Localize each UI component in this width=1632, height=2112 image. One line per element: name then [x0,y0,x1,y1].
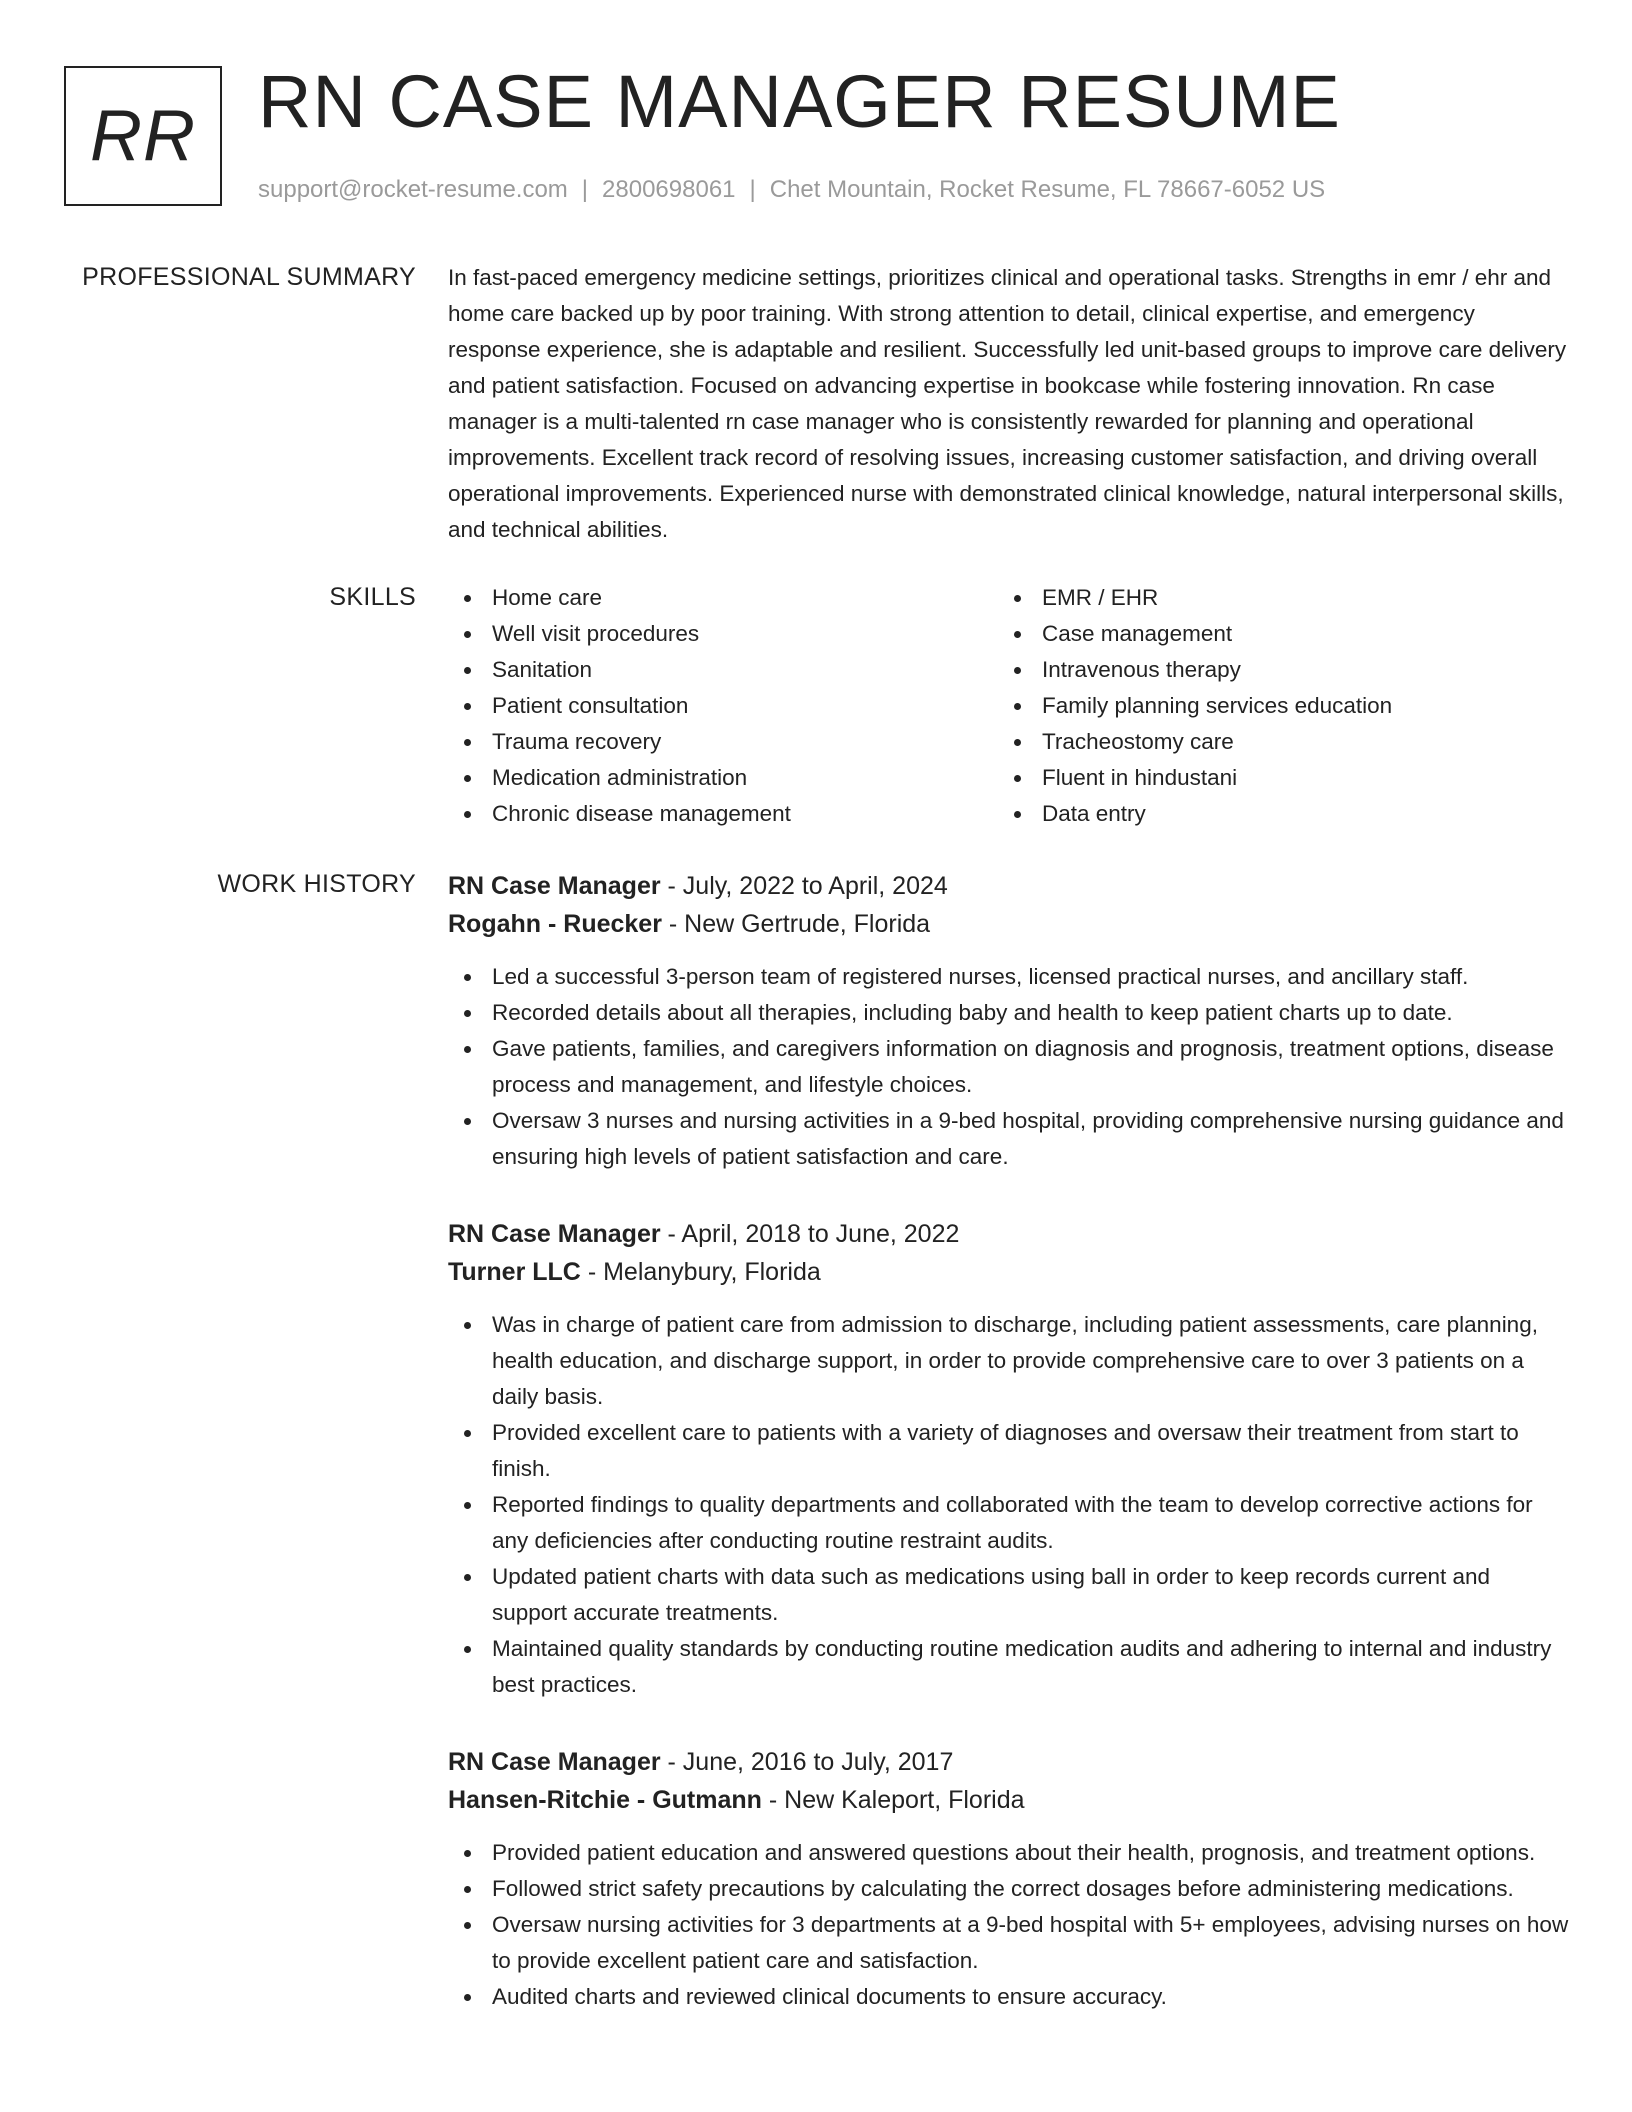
job-bullet: Oversaw nursing activities for 3 departments at a 9-bed hospital with 5+ employees, advising nurses on how to provide excellent patient care and satisfaction. [448,1907,1570,1979]
skill-item: Medication administration [448,760,998,796]
page-title: RN CASE MANAGER RESUME [258,60,1341,143]
job-title-line [448,1215,1570,1253]
job-bullet: Oversaw 3 nurses and nursing activities in a 9-bed hospital, providing comprehensive nursing guidance and ensuring high levels of patient satisfaction and care. [448,1103,1570,1175]
job-bullet-list [448,1307,1570,1703]
job-bullet-list [448,1835,1570,2015]
job-bullet: Audited charts and reviewed clinical documents to ensure accuracy. [448,1979,1570,2015]
summary-heading: PROFESSIONAL SUMMARY [82,263,416,291]
job-location: - New Kaleport, Florida [761,1786,1025,1814]
contact-separator: | [581,176,589,203]
skill-item: EMR / EHR [998,580,1548,616]
skill-item: Home care [448,580,998,616]
job-location: - Melanybury, Florida [580,1258,821,1286]
contact-phone[interactable]: 2800698061 [602,176,736,203]
job-bullet: Was in charge of patient care from admission to discharge, including patient assessments, care planning, health education, and discharge support, in order to provide comprehensive care to over 3 patients on a daily basis. [448,1307,1570,1415]
contact-separator: | [749,176,756,203]
skill-item: Tracheostomy care [998,724,1548,760]
skills-list-right [998,580,1548,832]
job-entry [448,867,1570,1175]
skill-item: Trauma recovery [448,724,998,760]
job-bullet: Led a successful 3-person team of registered nurses, licensed practical nurses, and ancillary staff. [448,959,1570,995]
summary-body [448,260,1570,548]
skill-item: Intravenous therapy [998,652,1548,688]
job-title: RN Case Manager [448,1220,661,1248]
contact-email[interactable]: support@rocket-resume.com [258,176,568,203]
job-bullet: Updated patient charts with data such as medications using ball in order to keep records current and support accurate treatments. [448,1559,1570,1631]
job-bullet: Maintained quality standards by conducting routine medication audits and adhering to internal and industry best practices. [448,1631,1570,1703]
job-title: RN Case Manager [448,1748,661,1776]
skills-list-left [448,580,998,832]
job-entry [448,1215,1570,1703]
skill-item: Well visit procedures [448,616,998,652]
skills-heading: SKILLS [329,583,416,611]
job-bullet: Recorded details about all therapies, including baby and health to keep patient charts up to date. [448,995,1570,1031]
job-bullet: Provided excellent care to patients with a variety of diagnoses and oversaw their treatment from start to finish. [448,1415,1570,1487]
resume-header [0,0,1632,230]
job-bullet: Reported findings to quality departments and collaborated with the team to develop corrective actions for any deficiencies after conducting routine restraint audits. [448,1487,1570,1559]
work-history-heading: WORK HISTORY [217,870,416,898]
job-company-line [448,905,1570,943]
job-dates: - July, 2022 to April, 2024 [660,872,948,900]
skill-item: Case management [998,616,1548,652]
job-entry [448,1743,1570,2015]
job-dates: - June, 2016 to July, 2017 [660,1748,954,1776]
job-bullet: Gave patients, families, and caregivers information on diagnosis and prognosis, treatment options, disease process and management, and lifestyle choices. [448,1031,1570,1103]
job-company-line [448,1781,1570,1819]
job-company: Rogahn - Ruecker [448,910,662,938]
skills-body [448,580,1570,832]
skill-item: Sanitation [448,652,998,688]
work-history-body [448,867,1570,2055]
contact-address: Chet Mountain, Rocket Resume, FL 78667-6052 US [769,176,1326,203]
job-bullet: Followed strict safety precautions by calculating the correct dosages before administering medications. [448,1871,1570,1907]
skill-item: Data entry [998,796,1548,832]
skill-item: Chronic disease management [448,796,998,832]
job-location: - New Gertrude, Florida [661,910,931,938]
job-bullet: Provided patient education and answered questions about their health, prognosis, and treatment options. [448,1835,1570,1871]
job-company: Hansen-Ritchie - Gutmann [448,1786,762,1814]
job-title-line [448,1743,1570,1781]
job-title-line [448,867,1570,905]
skill-item: Fluent in hindustani [998,760,1548,796]
skill-item: Patient consultation [448,688,998,724]
job-company: Turner LLC [448,1258,581,1286]
job-dates: - April, 2018 to June, 2022 [660,1220,960,1248]
summary-text: In fast-paced emergency medicine settings, prioritizes clinical and operational tasks. Strengths in emr / ehr and home care backed up by poor training. With strong attention to detail, clinical expertise, and emergency response experience, she is adaptable and resilient. Successfully led unit-based groups to improve care delivery and patient satisfaction. Focused on advancing expertise in bookcase while fostering innovation. Rn case manager is a multi-talented rn case manager who is consistently rewarded for planning and operational improvements. Excellent track record of resolving issues, increasing customer satisfaction, and driving overall operational improvements. Experienced nurse with demonstrated clinical knowledge, natural interpersonal skills, and technical abilities. [448,265,1567,542]
monogram-logo: RR [64,66,222,206]
job-company-line [448,1253,1570,1291]
contact-line [258,174,1325,206]
job-bullet-list [448,959,1570,1175]
skill-item: Family planning services education [998,688,1548,724]
job-title: RN Case Manager [448,872,661,900]
